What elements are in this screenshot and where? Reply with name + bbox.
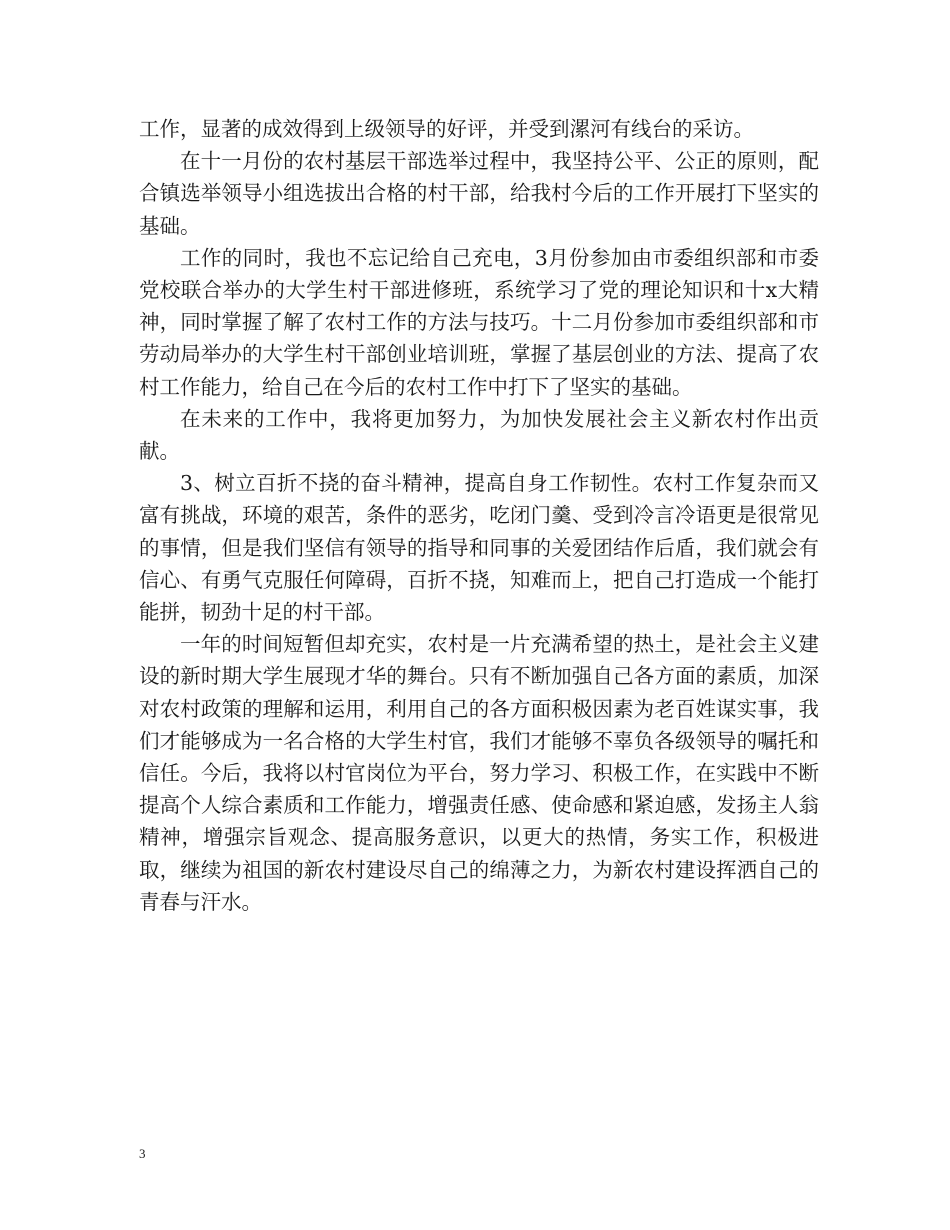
document-body xyxy=(139,113,819,918)
paragraph-conclusion: 一年的时间短暂但却充实，农村是一片充满希望的热土，是社会主义建设的新时期大学生展现才华的舞台。只有不断加强自己各方面的素质，加深对农村政策的理解和运用，利用自己的各方面积极因素为老百姓谋实事，我们才能够成为一名合格的大学生村官，我们才能够不辜负各级领导的嘱托和信任。今后，我将以村官岗位为平台，努力学习、积极工作，在实践中不断提高个人综合素质和工作能力，增强责任感、使命感和紧迫感，发扬主人翁精神，增强宗旨观念、提高服务意识，以更大的热情，务实工作，积极进取，继续为祖国的新农村建设尽自己的绵薄之力，为新农村建设挥洒自己的青春与汗水。 xyxy=(139,632,819,914)
paragraph-election: 在十一月份的农村基层干部选举过程中，我坚持公平、公正的原则，配合镇选举领导小组选拔出合格的村干部，给我村今后的工作开展打下坚实的基础。 xyxy=(139,149,819,238)
paragraph-training: 工作的同时，我也不忘记给自己充电，3月份参加由市委组织部和市委党校联合举办的大学生村干部进修班，系统学习了党的理论知识和十x大精神，同时掌握了解了农村工作的方法与技巧。十二月份参加市委组织部和市劳动局举办的大学生村干部创业培训班，掌握了基层创业的方法、提高了农村工作能力，给自己在今后的农村工作中打下了坚实的基础。 xyxy=(139,245,819,399)
paragraph-future: 在未来的工作中，我将更加努力，为加快发展社会主义新农村作出贡献。 xyxy=(139,406,819,464)
paragraph-continuation: 工作，显著的成效得到上级领导的好评，并受到漯河有线台的采访。 xyxy=(139,117,754,141)
paragraph-perseverance: 3、树立百折不挠的奋斗精神，提高自身工作韧性。农村工作复杂而又富有挑战，环境的艰苦，条件的恶劣，吃闭门羹、受到冷言冷语更是很常见的事情，但是我们坚信有领导的指导和同事的关爱团结作后盾，我们就会有信心、有勇气克服任何障碍，百折不挠，知难而上，把自己打造成一个能打能拼，韧劲十足的村干部。 xyxy=(139,471,819,625)
page-number: 3 xyxy=(139,1146,146,1161)
